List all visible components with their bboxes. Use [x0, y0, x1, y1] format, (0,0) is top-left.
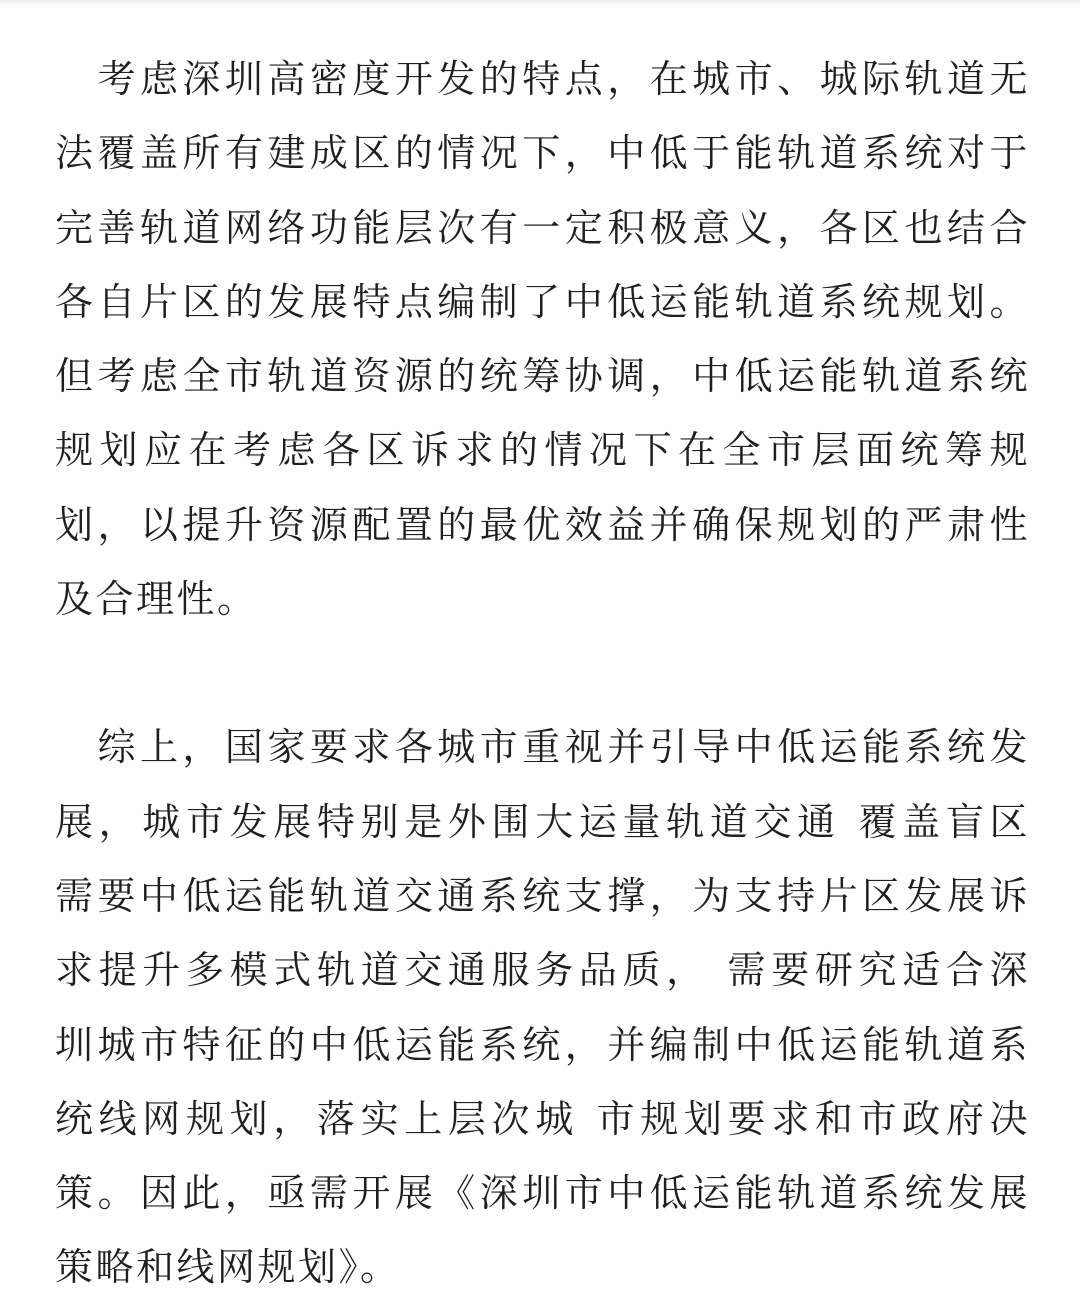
- paragraph-1: [55, 42, 1030, 636]
- paragraph-line: 考虑深圳高密度开发的特点，在城市、城际轨道无: [55, 57, 1030, 101]
- paragraph-line: 规划应在考虑各区诉求的情况下在全市层面统筹规: [55, 428, 1030, 473]
- paragraph-spacer: [55, 636, 1030, 710]
- paragraph-line: 统线网规划，落实上层次城 市规划要求和市政府决: [55, 1096, 1030, 1141]
- paragraph-line: 策略和线网规划》。: [55, 1245, 401, 1290]
- paragraph-line: 需要中低运能轨道交通系统支撑，为支持片区发展诉: [55, 873, 1030, 918]
- article-body: [55, 42, 1030, 1305]
- top-divider: [0, 0, 1080, 6]
- paragraph-line: 及合理性。: [55, 577, 258, 622]
- paragraph-line: 圳城市特征的中低运能系统，并编制中低运能轨道系: [55, 1022, 1030, 1067]
- paragraph-2: [55, 710, 1030, 1304]
- paragraph-line: 划，以提升资源配置的最优效益并确保规划的严肃性: [55, 502, 1030, 547]
- paragraph-line: 综上，国家要求各城市重视并引导中低运能系统发: [55, 725, 1030, 770]
- paragraph-line: 法覆盖所有建成区的情况下，中低于能轨道系统对于: [55, 131, 1030, 176]
- paragraph-line: 求提升多模式轨道交通服务品质， 需要研究适合深: [55, 948, 1030, 993]
- paragraph-line: 各自片区的发展特点编制了中低运能轨道系统规划。: [55, 279, 1030, 324]
- paragraph-line: 展，城市发展特别是外围大运量轨道交通 覆盖盲区: [55, 799, 1030, 844]
- paragraph-line: 但考虑全市轨道资源的统筹协调，中低运能轨道系统: [55, 354, 1030, 399]
- paragraph-line: 完善轨道网络功能层次有一定积极意义，各区也结合: [55, 205, 1030, 250]
- paragraph-line: 策。因此，亟需开展《深圳市中低运能轨道系统发展: [55, 1171, 1030, 1216]
